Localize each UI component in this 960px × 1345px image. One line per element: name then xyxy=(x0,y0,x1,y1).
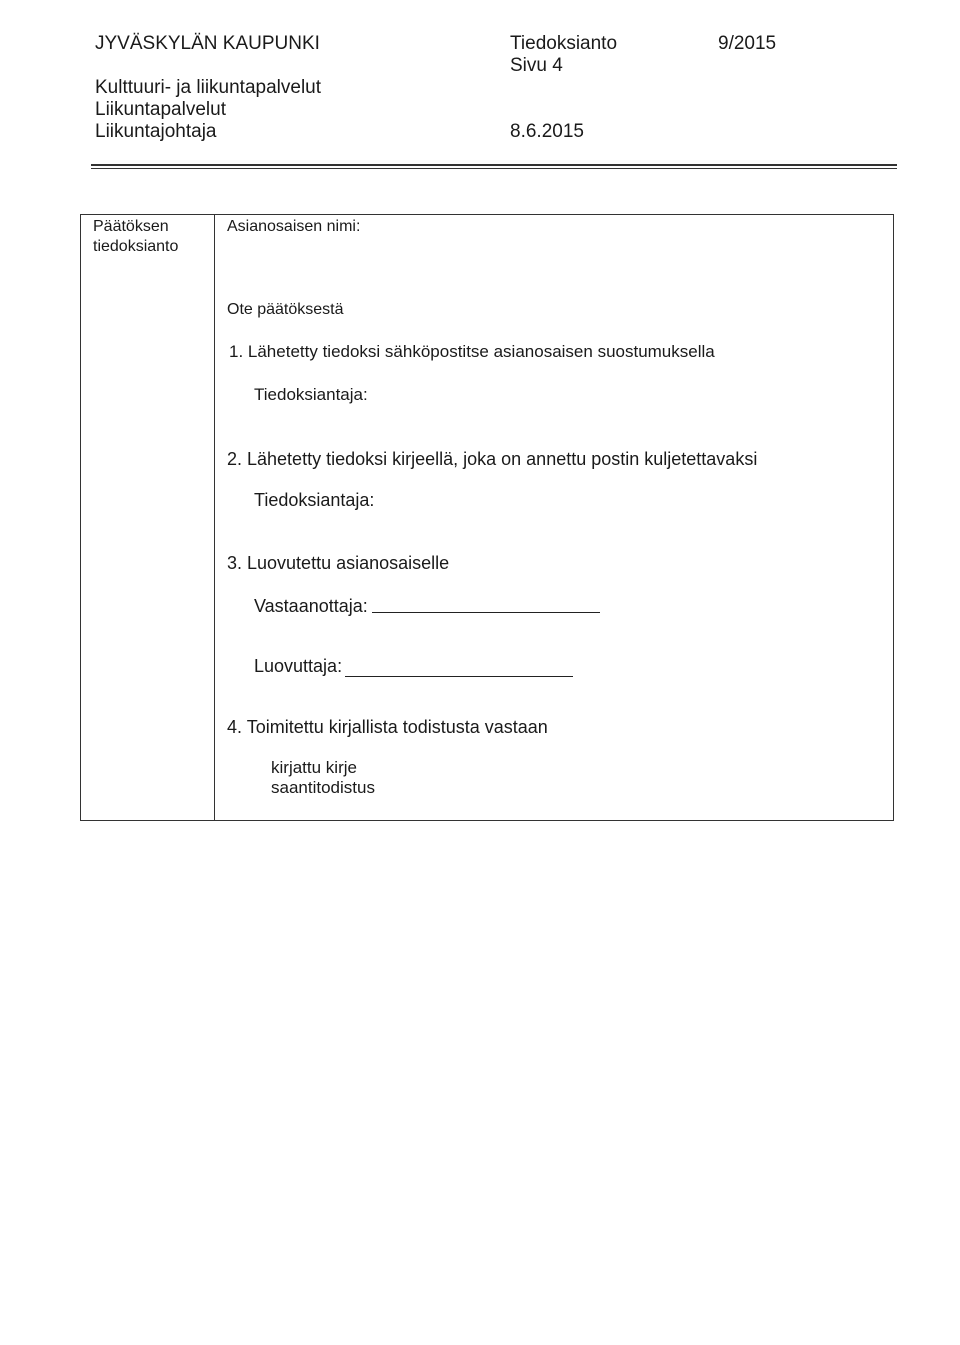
side-label-line2: tiedoksianto xyxy=(93,238,179,255)
header-rule-bottom xyxy=(91,168,897,169)
party-name-label: Asianosaisen nimi: xyxy=(227,218,361,235)
item-4-certificate: 4. Toimitettu kirjallista todistusta vastaan xyxy=(227,717,548,737)
excerpt-label: Ote päätöksestä xyxy=(227,301,344,318)
recipient-signature-line[interactable] xyxy=(372,612,600,613)
header-rule-top xyxy=(91,164,897,166)
document-type: Tiedoksianto xyxy=(510,33,618,54)
item-3-deliverer-label: Luovuttaja: xyxy=(254,656,343,676)
document-number: 9/2015 xyxy=(718,33,777,54)
document-date: 8.6.2015 xyxy=(510,121,584,142)
organization-name: JYVÄSKYLÄN KAUPUNKI xyxy=(95,33,320,54)
deliverer-signature-line[interactable] xyxy=(345,676,573,677)
item-4-option-registered-letter: kirjattu kirje xyxy=(271,758,357,777)
item-3-recipient-label: Vastaanottaja: xyxy=(254,596,368,616)
item-2-letter: 2. Lähetetty tiedoksi kirjeellä, joka on annettu postin kuljetettavaksi xyxy=(227,449,758,469)
unit-name: Liikuntapalvelut xyxy=(95,99,226,120)
form-column-divider xyxy=(214,214,215,821)
item-1-notifier-label: Tiedoksiantaja: xyxy=(254,385,368,404)
item-2-notifier-label: Tiedoksiantaja: xyxy=(254,490,375,510)
item-1-email: 1. Lähetetty tiedoksi sähköpostitse asianosaisen suostumuksella xyxy=(229,342,715,361)
item-3-handed-over: 3. Luovutettu asianosaiselle xyxy=(227,553,450,573)
page-number: Sivu 4 xyxy=(510,55,563,76)
official-title: Liikuntajohtaja xyxy=(95,121,217,142)
side-label-line1: Päätöksen xyxy=(93,218,169,235)
department-name: Kulttuuri- ja liikuntapalvelut xyxy=(95,77,322,98)
item-4-option-receipt: saantitodistus xyxy=(271,778,375,797)
